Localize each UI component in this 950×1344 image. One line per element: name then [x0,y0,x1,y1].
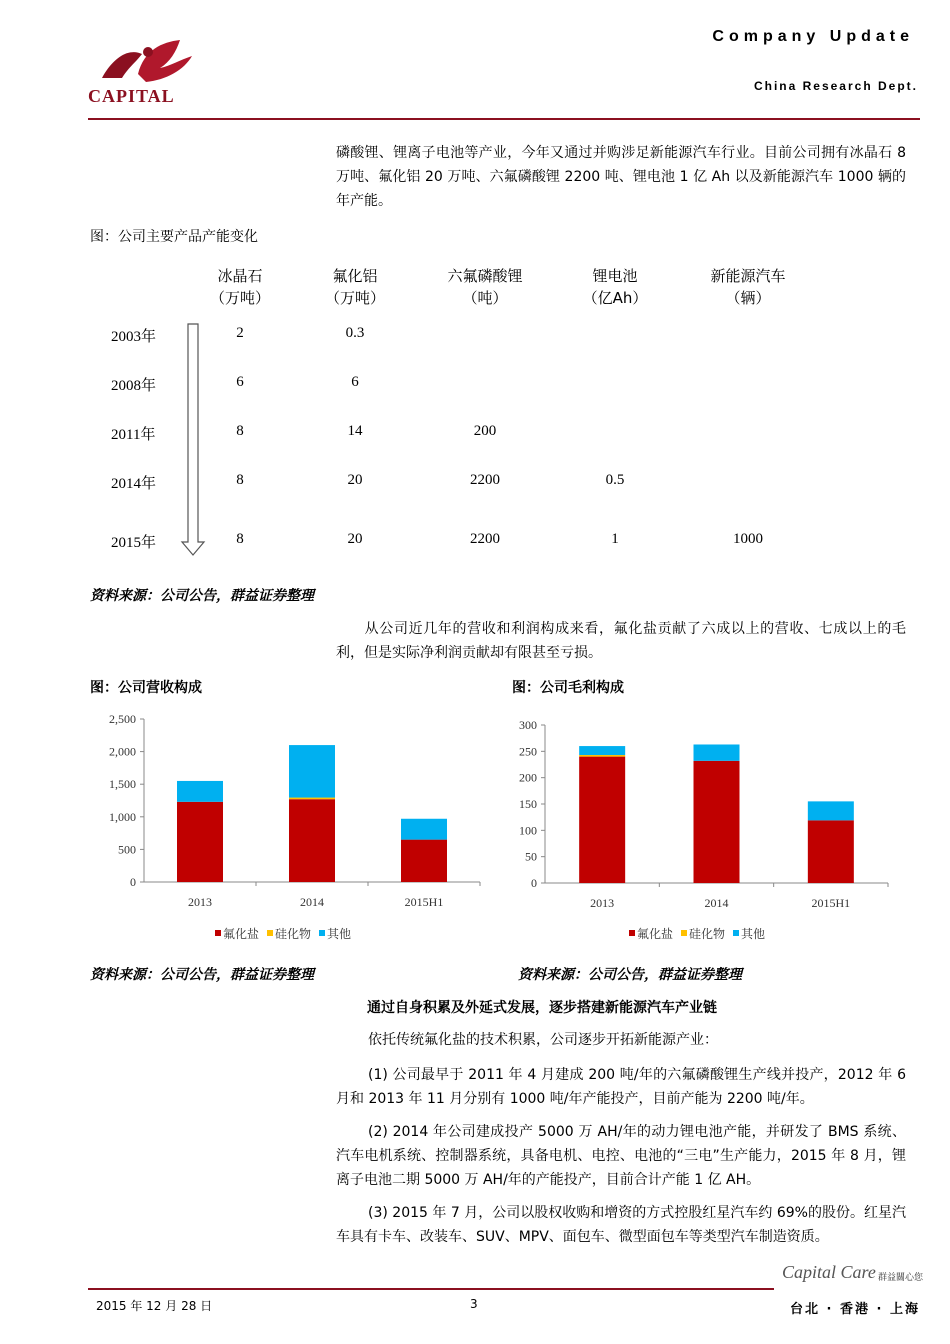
bar-segment [579,755,625,757]
y-tick-label: 2,000 [109,744,136,759]
gross-margin-composition-chart [505,705,905,950]
capacity-column-header [200,265,280,309]
section-item-3: (3) 2015 年 7 月，公司以股权收购和增资的方式控股红星汽车约 69%的股份。红星汽车具有卡车、改装车、SUV、MPV、面包车、微型面包车等类型汽车制造资质。 [336,1205,906,1245]
capacity-cell: 200 [473,423,497,439]
capacity-row-year: 2008年 [111,378,157,394]
bar-segment [694,744,740,760]
report-type-title: Company Update [712,28,914,45]
y-tick-label: 1,500 [109,777,136,792]
logo-text: CAPITAL [88,86,175,106]
legend-swatch [267,930,273,936]
x-tick-label: 2013 [188,895,212,909]
capacity-cell: 2 [236,325,244,341]
capacity-column-header [315,265,395,309]
footer-date: 2015 年 12 月 28 日 [96,1299,213,1313]
x-tick-label: 2014 [704,896,729,910]
x-tick-label: 2015H1 [811,896,851,910]
bar-segment [289,799,335,882]
column-unit: （万吨） [324,289,385,307]
y-tick-label: 0 [130,875,136,889]
column-name: 冰晶石 [217,267,263,285]
page-number: 3 [470,1297,478,1311]
capacity-cell: 1000 [733,531,763,547]
bar-segment [177,781,223,802]
column-unit: （万吨） [209,289,270,307]
section-heading: 通过自身积累及外延式发展，逐步搭建新能源汽车产业链 [367,1000,717,1016]
column-name: 六氟磷酸锂 [447,267,523,285]
bar-segment [579,757,625,883]
y-tick-label: 300 [519,718,537,732]
capacity-table-source: 资料来源：公司公告，群益证券整理 [90,588,314,604]
legend-swatch [733,930,739,936]
section-item-1: (1) 公司最早于 2011 年 4 月建成 200 吨/年的六氟磷酸锂生产线并投产，2012 年 6 月和 2013 年 11 月分别有 1000 吨/年产能投产，目前产能为 2200 吨/年。 [336,1067,906,1107]
capacity-row-year: 2011年 [111,427,156,443]
y-tick-label: 500 [118,842,136,857]
bar-segment [808,820,854,883]
footer-brand: Capital Care [782,1262,876,1282]
bar-segment [808,801,854,820]
capacity-cell: 0.5 [605,472,625,488]
column-unit: （亿Ah） [582,289,648,307]
legend-label: 其他 [327,927,352,941]
capacity-column-header [575,265,655,309]
capacity-column-header [708,265,788,309]
legend-swatch [319,930,325,936]
y-tick-label: 2,500 [109,712,136,726]
bar-segment [694,761,740,883]
x-tick-label: 2014 [300,895,324,909]
column-unit: （辆） [725,289,771,307]
legend-label: 硅化物 [275,927,312,941]
y-tick-label: 250 [519,744,537,759]
bar-segment [401,819,447,840]
capacity-cell: 2200 [470,531,500,547]
revenue-analysis-paragraph: 从公司近几年的营收和利润构成来看，氟化盐贡献了六成以上的营收、七成以上的毛利，但是实际净利润贡献却有限甚至亏损。 [336,621,906,661]
bar-segment [401,840,447,882]
capacity-cell: 6 [351,374,359,390]
capacity-cell: 14 [347,423,363,439]
column-name: 新能源汽车 [710,267,786,285]
legend-label: 氟化盐 [637,927,674,941]
capacity-cell: 6 [236,374,244,390]
x-tick-label: 2013 [590,896,615,910]
bar-segment [289,745,335,797]
capacity-row-year: 2015年 [111,535,157,551]
y-tick-label: 200 [519,770,537,785]
y-tick-label: 1,000 [109,809,136,824]
footer-cities: 台北 · 香港 · 上海 [790,1302,920,1317]
column-unit: （吨） [462,289,508,307]
department-label: China Research Dept. [753,79,918,93]
capacity-cell: 1 [611,531,619,547]
margin-chart-caption: 图：公司毛利构成 [512,680,624,696]
capacity-cell: 20 [347,531,363,547]
intro-paragraph: 磷酸锂、锂离子电池等产业，今年又通过并购涉足新能源汽车行业。目前公司拥有冰晶石 8 万吨、氟化铝 20 万吨、六氟磷酸锂 2200 吨、锂电池 1 亿 Ah 以及新能源汽车 1000 辆的年产能。 [336,145,906,209]
legend-swatch [629,930,635,936]
down-arrow-icon [180,322,206,558]
revenue-chart-source: 资料来源：公司公告，群益证券整理 [90,967,314,983]
y-tick-label: 0 [531,876,537,890]
revenue-composition-chart [90,705,490,950]
capacity-cell: 0.3 [345,325,365,341]
capacity-cell: 8 [236,423,244,439]
capacity-cell: 8 [236,472,244,488]
footer-brand-cn: 群益關心您 [878,1273,924,1283]
column-name: 锂电池 [592,267,638,285]
y-tick-label: 100 [519,823,537,838]
column-name: 氟化铝 [332,267,378,285]
capacity-row-year: 2003年 [111,329,157,345]
legend-label: 氟化盐 [223,927,260,941]
bar-segment [579,746,625,755]
capital-logo-icon [100,38,200,84]
legend-swatch [215,930,221,936]
margin-chart-source: 资料来源：公司公告，群益证券整理 [518,967,742,983]
legend-label: 其他 [741,927,766,941]
y-tick-label: 150 [519,797,537,811]
capacity-column-header [445,265,525,309]
legend-swatch [681,930,687,936]
capacity-cell: 2200 [470,472,500,488]
capacity-cell: 20 [347,472,363,488]
x-tick-label: 2015H1 [404,895,444,909]
bar-segment [289,798,335,800]
revenue-chart-caption: 图：公司营收构成 [90,680,202,696]
section-item-2: (2) 2014 年公司建成投产 5000 万 AH/年的动力锂电池产能，并研发了 BMS 系统、汽车电机系统、控制器系统，具备电机、电控、电池的“三电”生产能力，2015 年 8 月，锂离子电池二期 5000 万 AH/年的产能投产，目前合计产能 1 亿 AH。 [336,1124,906,1188]
legend-label: 硅化物 [689,927,726,941]
capacity-cell: 8 [236,531,244,547]
section-intro: 依托传统氟化盐的技术积累，公司逐步开拓新能源产业： [368,1032,718,1048]
header-rule [88,118,920,120]
y-tick-label: 50 [525,849,537,864]
capacity-table-caption: 图：公司主要产品产能变化 [90,229,258,245]
bar-segment [177,802,223,882]
capacity-row-year: 2014年 [111,476,157,492]
footer-rule [88,1288,774,1290]
